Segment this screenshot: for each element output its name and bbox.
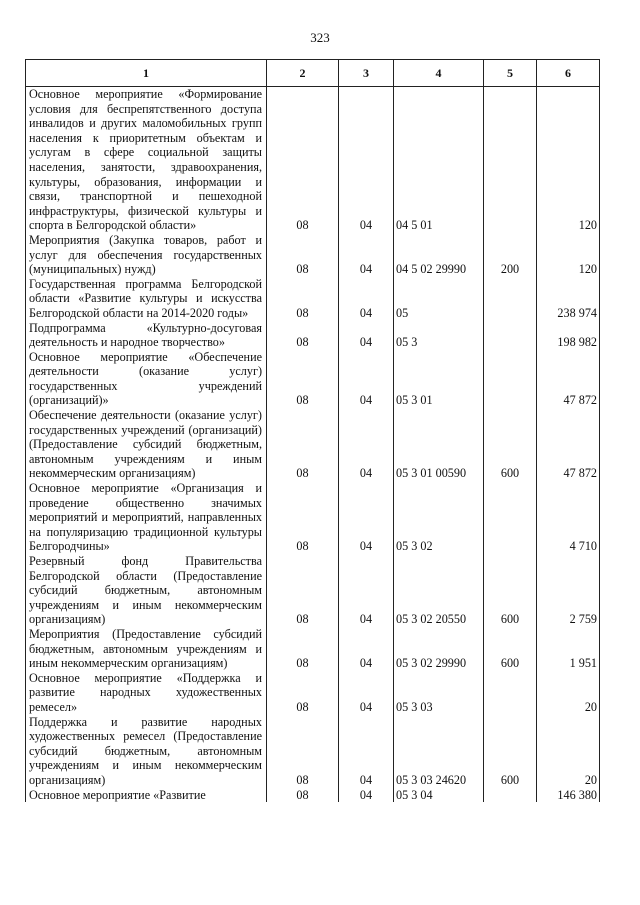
row-amount: 2 759: [537, 554, 600, 627]
row-amount: 146 380: [537, 788, 600, 803]
row-expense-type: 600: [484, 627, 537, 671]
row-expense-type: [484, 788, 537, 803]
table-row: [26, 788, 600, 803]
column-header: 4: [394, 60, 484, 87]
column-header: 3: [339, 60, 394, 87]
table-row: [26, 350, 600, 408]
row-expense-type: 200: [484, 233, 537, 277]
row-amount: 238 974: [537, 277, 600, 321]
row-target-code: 04 5 02 29990: [394, 233, 484, 277]
page-number: 323: [310, 30, 330, 45]
row-name: Мероприятия (Предоставление субсидий бюджетным, автономным учреждениям и иным некоммерческим организациям): [26, 627, 267, 671]
row-amount: 1 951: [537, 627, 600, 671]
row-target-code: 05 3 04: [394, 788, 484, 803]
table-row: [26, 321, 600, 350]
table-row: [26, 87, 600, 233]
row-amount: 198 982: [537, 321, 600, 350]
row-subsection: 04: [339, 277, 394, 321]
row-section: 08: [267, 277, 339, 321]
row-section: 08: [267, 87, 339, 233]
row-expense-type: 600: [484, 408, 537, 481]
row-subsection: 04: [339, 715, 394, 788]
column-header: 5: [484, 60, 537, 87]
row-amount: 20: [537, 671, 600, 715]
budget-table: [25, 59, 600, 802]
row-target-code: 05 3 02: [394, 481, 484, 554]
row-subsection: 04: [339, 627, 394, 671]
row-name: Основное мероприятие «Организация и проведение общественно значимых мероприятий и мероприятий, направленных на популяризацию традиционной культуры Белгородчины»: [26, 481, 267, 554]
table-row: [26, 233, 600, 277]
row-subsection: 04: [339, 321, 394, 350]
row-subsection: 04: [339, 233, 394, 277]
row-name: Основное мероприятие «Развитие: [26, 788, 267, 803]
row-subsection: 04: [339, 671, 394, 715]
row-name: Подпрограмма «Культурно-досуговая деятельность и народное творчество»: [26, 321, 267, 350]
row-name: Государственная программа Белгородской области «Развитие культуры и искусства Белгородской области на 2014-2020 годы»: [26, 277, 267, 321]
column-header: 1: [26, 60, 267, 87]
row-name: Поддержка и развитие народных художественных ремесел (Предоставление субсидий бюджетным, автономным учреждениям и иным некоммерческим организациям): [26, 715, 267, 788]
row-subsection: 04: [339, 408, 394, 481]
table-row: [26, 277, 600, 321]
row-section: 08: [267, 671, 339, 715]
row-amount: 20: [537, 715, 600, 788]
row-amount: 120: [537, 87, 600, 233]
row-expense-type: [484, 277, 537, 321]
row-subsection: 04: [339, 481, 394, 554]
row-amount: 47 872: [537, 350, 600, 408]
row-expense-type: [484, 671, 537, 715]
table-row: [26, 671, 600, 715]
column-header: 2: [267, 60, 339, 87]
row-section: 08: [267, 233, 339, 277]
row-target-code: 05 3 02 29990: [394, 627, 484, 671]
column-header: 6: [537, 60, 600, 87]
row-section: 08: [267, 481, 339, 554]
table-row: [26, 408, 600, 481]
row-target-code: 05 3 02 20550: [394, 554, 484, 627]
row-target-code: 05 3: [394, 321, 484, 350]
row-name: Основное мероприятие «Формирование условия для беспрепятственного доступа инвалидов и других маломобильных групп населения к приоритетным объектам и услугам в сфере социальной защиты населения, занятости, здравоохранения, культуры, образования, информации и связи, транспортной и пешеходной инфраструктуры, физической культуры и спорта в Белгородской области»: [26, 87, 267, 233]
table-row: [26, 715, 600, 788]
row-subsection: 04: [339, 87, 394, 233]
row-amount: 120: [537, 233, 600, 277]
row-expense-type: 600: [484, 715, 537, 788]
row-section: 08: [267, 627, 339, 671]
table-row: [26, 481, 600, 554]
table-row: [26, 554, 600, 627]
row-expense-type: [484, 481, 537, 554]
row-target-code: 04 5 01: [394, 87, 484, 233]
row-section: 08: [267, 554, 339, 627]
row-section: 08: [267, 350, 339, 408]
row-amount: 47 872: [537, 408, 600, 481]
row-amount: 4 710: [537, 481, 600, 554]
row-section: 08: [267, 715, 339, 788]
row-name: Мероприятия (Закупка товаров, работ и услуг для обеспечения государственных (муниципальных) нужд): [26, 233, 267, 277]
row-target-code: 05 3 03 24620: [394, 715, 484, 788]
row-subsection: 04: [339, 788, 394, 803]
row-expense-type: [484, 87, 537, 233]
row-target-code: 05 3 01: [394, 350, 484, 408]
row-name: Основное мероприятие «Обеспечение деятельности (оказание услуг) государственных учреждений (организаций)»: [26, 350, 267, 408]
row-target-code: 05: [394, 277, 484, 321]
row-subsection: 04: [339, 350, 394, 408]
row-target-code: 05 3 01 00590: [394, 408, 484, 481]
row-name: Основное мероприятие «Поддержка и развитие народных художественных ремесел»: [26, 671, 267, 715]
row-expense-type: [484, 350, 537, 408]
row-expense-type: [484, 321, 537, 350]
row-section: 08: [267, 321, 339, 350]
row-expense-type: 600: [484, 554, 537, 627]
table-row: [26, 627, 600, 671]
row-name: Обеспечение деятельности (оказание услуг) государственных учреждений (организаций) (Предоставление субсидий бюджетным, автономным учреждениям и иным некоммерческим организациям): [26, 408, 267, 481]
row-target-code: 05 3 03: [394, 671, 484, 715]
row-section: 08: [267, 788, 339, 803]
row-subsection: 04: [339, 554, 394, 627]
row-name: Резервный фонд Правительства Белгородской области (Предоставление субсидий бюджетным, автономным учреждениям и иным некоммерческим организациям): [26, 554, 267, 627]
table-header-row: [26, 60, 600, 87]
row-section: 08: [267, 408, 339, 481]
